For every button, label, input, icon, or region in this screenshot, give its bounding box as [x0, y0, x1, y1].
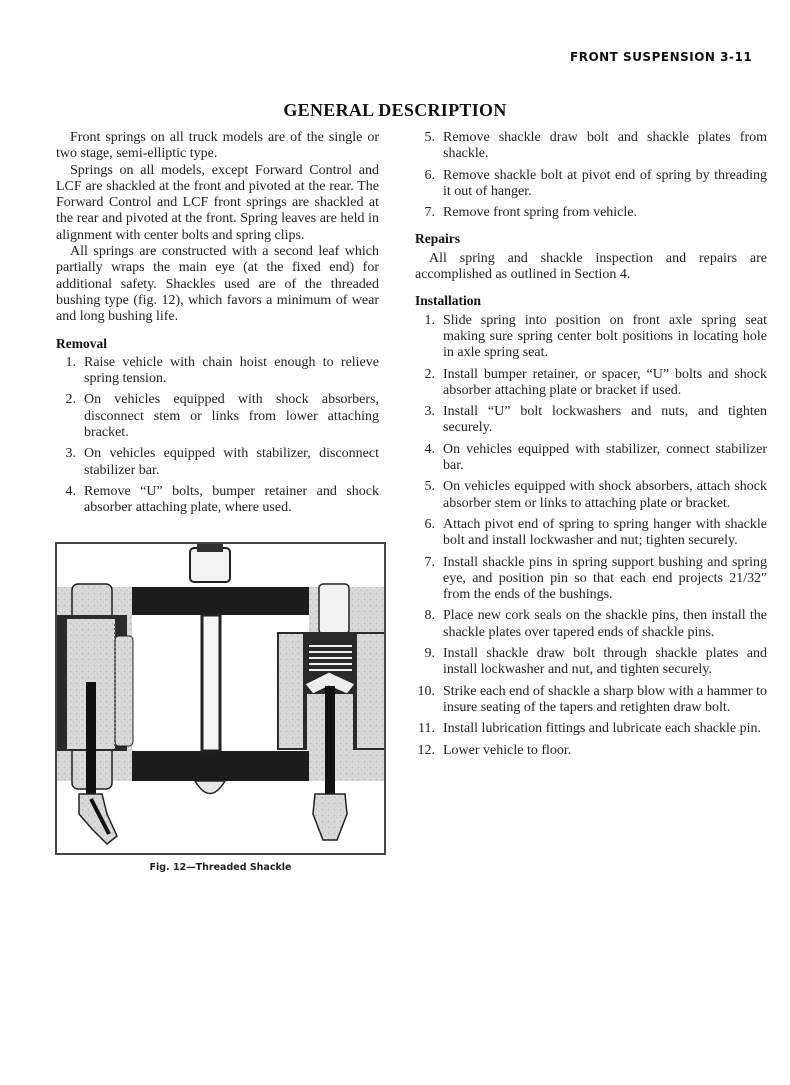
step-text: Strike each end of shackle a sharp blow with a hammer to insure seating of the tapers and retighten draw bolt. [443, 683, 767, 715]
right-column [415, 130, 767, 764]
list-item [415, 555, 767, 604]
step-number: 3. [424, 404, 435, 420]
step-text: Install bumper retainer, or spacer, “U” bolts and shock absorber attaching plate or bracket if used. [443, 366, 767, 398]
step-text: Install “U” bolt lockwashers and nuts, and tighten securely. [443, 404, 767, 436]
list-item [56, 355, 379, 388]
repairs-text: All spring and shackle inspection and repairs are accomplished as outlined in Section 4. [415, 250, 767, 283]
step-text: On vehicles equipped with stabilizer, disconnect stabilizer bar. [84, 446, 379, 478]
step-number: 5. [424, 130, 435, 145]
list-item [415, 743, 767, 759]
step-text: Remove shackle draw bolt and shackle plates from shackle. [443, 130, 767, 162]
list-item [56, 484, 379, 517]
step-number: 4. [424, 441, 435, 457]
step-number: 8. [424, 608, 435, 624]
step-text: Install shackle draw bolt through shackle plates and install lockwasher and nut, and tighten securely. [443, 646, 767, 678]
step-number: 6. [424, 516, 435, 532]
step-text: On vehicles equipped with stabilizer, connect stabilizer bar. [443, 441, 767, 474]
list-item [415, 721, 767, 737]
step-text: On vehicles equipped with shock absorbers, attach shock absorber stem or links to attaching plate or bracket. [443, 479, 767, 511]
step-number: 4. [65, 483, 76, 499]
step-text: Install shackle pins in spring support bushing and spring eye, and position pin so that each end projects 21/32″ from the ends of the bushings. [443, 554, 767, 603]
list-item [415, 517, 767, 550]
list-item [415, 608, 767, 641]
list-item [415, 168, 767, 201]
step-number: 1. [65, 354, 76, 370]
step-number: 10. [417, 683, 435, 699]
step-number: 3. [65, 446, 76, 462]
list-item [415, 404, 767, 437]
step-number: 2. [65, 392, 76, 408]
step-number: 7. [424, 205, 435, 221]
step-text: Place new cork seals on the shackle pins, then install the shackle plates over tapered ends of shackle pins. [443, 608, 767, 640]
step-text: Raise vehicle with chain hoist enough to relieve spring tension. [84, 354, 379, 387]
step-number: 5. [424, 479, 435, 495]
paragraph: Springs on all models, except Forward Control and LCF are shackled at the front and pivoted at the rear. The Forward Control and LCF front springs are shackled at the rear and pivoted at the front. Spring leaves are held in alignment with center bolts and spring clips. [56, 162, 379, 243]
list-item [415, 313, 767, 362]
list-item [415, 442, 767, 475]
paragraph: Front springs on all truck models are of the single or two stage, semi-elliptic type. [56, 130, 379, 162]
step-text: Remove shackle bolt at pivot end of spring by threading it out of hanger. [443, 167, 767, 199]
step-text: Lower vehicle to floor. [443, 742, 572, 758]
removal-steps [56, 355, 379, 517]
removal-steps-continued [415, 130, 767, 221]
installation-steps [415, 313, 767, 759]
step-number: 6. [424, 167, 435, 183]
list-item [415, 646, 767, 679]
step-number: 2. [424, 366, 435, 382]
left-column [56, 130, 379, 522]
step-text: Slide spring into position on front axle spring seat making sure spring center bolt positions in locating hole in axle spring seat. [443, 312, 767, 361]
running-head: FRONT SUSPENSION 3-11 [570, 50, 753, 64]
step-number: 7. [424, 554, 435, 570]
list-item [415, 130, 767, 163]
step-number: 11. [418, 721, 435, 737]
step-number: 12. [417, 742, 435, 758]
step-text: On vehicles equipped with shock absorbers, disconnect stem or links from lower attaching bracket. [84, 392, 379, 441]
list-item [415, 684, 767, 717]
step-number: 1. [424, 312, 435, 328]
threaded-shackle-illustration [57, 544, 384, 853]
paragraph: All springs are constructed with a second leaf which partially wraps the main eye (at the fixed end) for additional safety. Shackles used are of the threaded bushing type (fig. 12), which favors a minimum of wear and long bushing life. [56, 244, 379, 325]
step-text: Remove “U” bolts, bumper retainer and shock absorber attaching plate, where used. [84, 483, 379, 516]
step-text: Remove front spring from vehicle. [443, 205, 638, 221]
step-text: Install lubrication fittings and lubricate each shackle pin. [443, 721, 762, 737]
section-heading-repairs: Repairs [415, 231, 460, 247]
section-heading-installation: Installation [415, 293, 482, 309]
list-item [415, 367, 767, 400]
figure-caption: Fig. 12—Threaded Shackle [149, 862, 292, 873]
step-text: Attach pivot end of spring to spring hanger with shackle bolt and install lockwasher and nut; tighten securely. [443, 516, 767, 549]
page-title: GENERAL DESCRIPTION [283, 100, 507, 120]
list-item [415, 479, 767, 512]
section-heading-removal: Removal [56, 335, 107, 351]
figure-threaded-shackle [55, 542, 386, 855]
step-number: 9. [424, 646, 435, 662]
list-item [56, 446, 379, 479]
list-item [56, 392, 379, 441]
list-item [415, 205, 767, 221]
